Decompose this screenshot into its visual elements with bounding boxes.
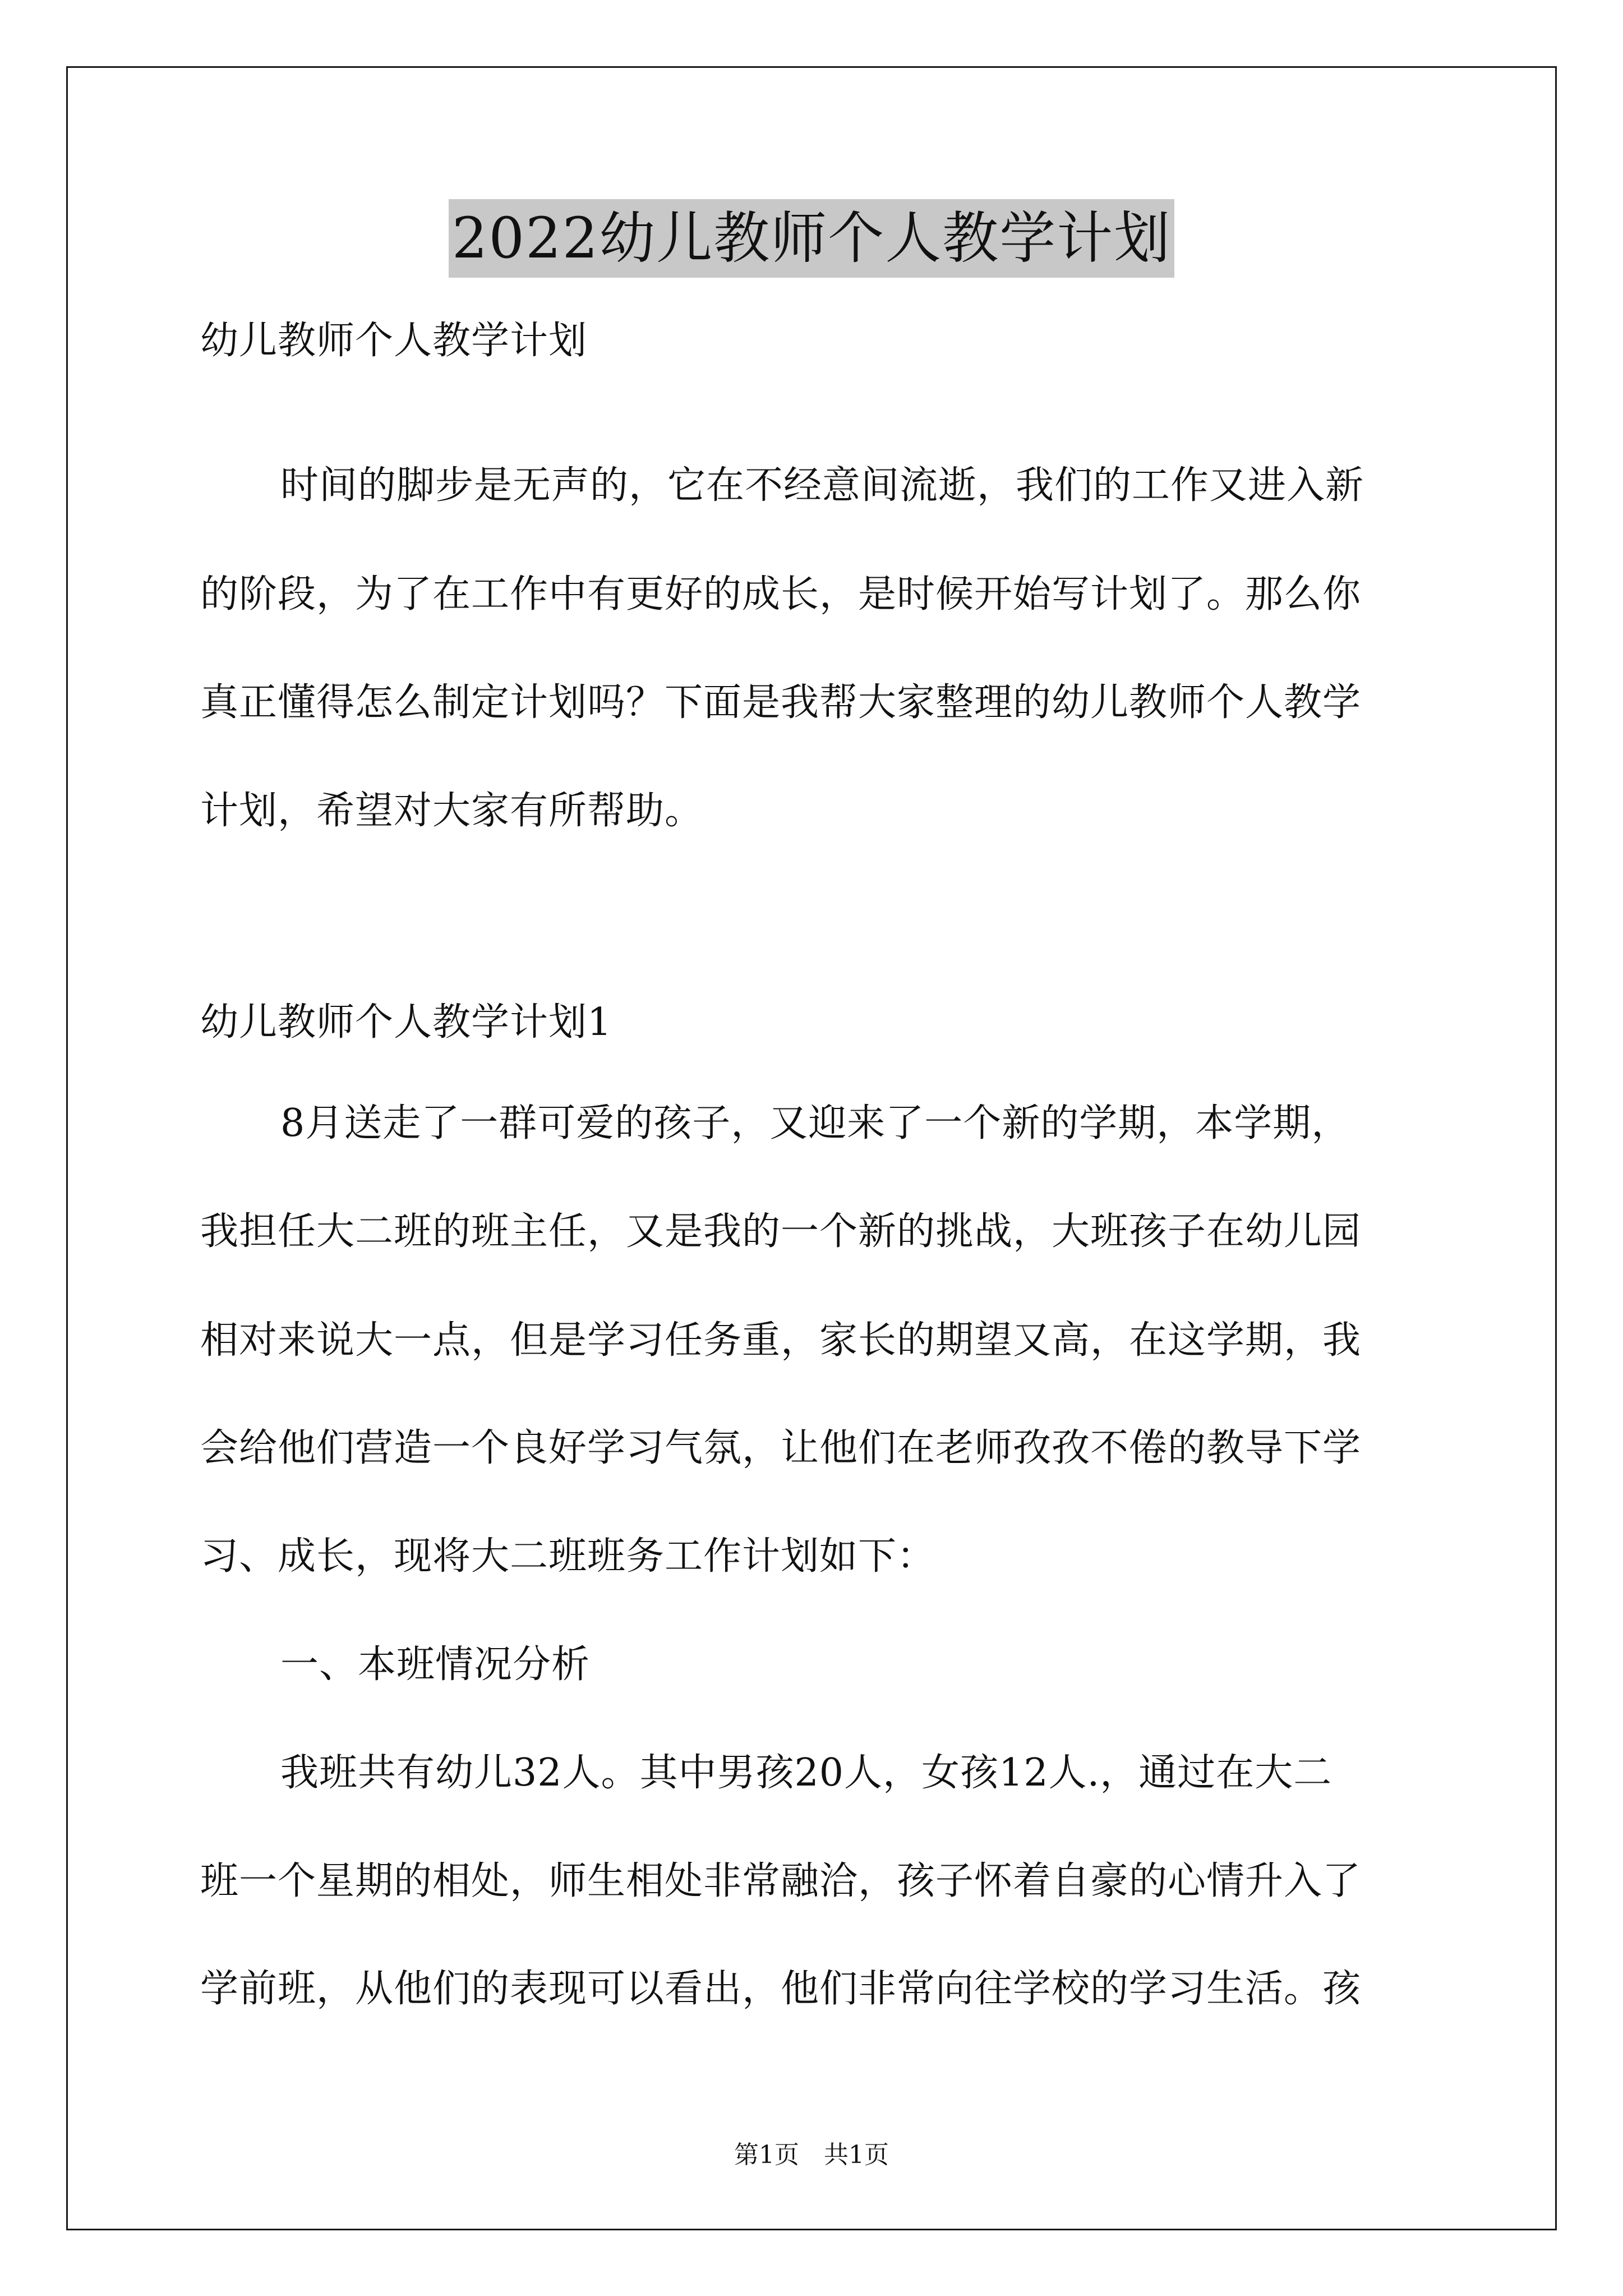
intro-line-1: 时间的脚步是无声的，它在不经意间流逝，我们的工作又进入新	[280, 463, 1364, 508]
page-total: 共1页	[824, 2141, 889, 2169]
section1-heading: 幼儿教师个人教学计划1	[200, 1000, 612, 1045]
title-container	[0, 199, 1623, 278]
part1-line-1: 我班共有幼儿32人。其中男孩20人，女孩12人.，通过在大二	[280, 1751, 1332, 1795]
section1-line-3: 相对来说大一点，但是学习任务重，家长的期望又高，在这学期，我	[200, 1318, 1362, 1363]
document-title: 2022幼儿教师个人教学计划	[449, 199, 1175, 278]
part1-line-2: 班一个星期的相处，师生相处非常融洽，孩子怀着自豪的心情升入了	[200, 1859, 1362, 1903]
part1-line-3: 学前班，从他们的表现可以看出，他们非常向往学校的学习生活。孩	[200, 1967, 1362, 2011]
intro-line-2: 的阶段，为了在工作中有更好的成长，是时候开始写计划了。那么你	[200, 572, 1362, 616]
document-subtitle: 幼儿教师个人教学计划	[200, 319, 588, 363]
part1-heading: 一、本班情况分析	[280, 1642, 591, 1687]
section1-line-1: 8月送走了一群可爱的孩子，又迎来了一个新的学期，本学期，	[280, 1101, 1350, 1145]
intro-line-4: 计划，希望对大家有所帮助。	[200, 789, 704, 833]
section1-line-2: 我担任大二班的班主任，又是我的一个新的挑战，大班孩子在幼儿园	[200, 1209, 1362, 1254]
section1-line-5: 习、成长，现将大二班班务工作计划如下：	[200, 1534, 936, 1579]
page-footer	[0, 2138, 1623, 2172]
page-number: 第1页	[734, 2141, 799, 2169]
intro-line-3: 真正懂得怎么制定计划吗？下面是我帮大家整理的幼儿教师个人教学	[200, 680, 1362, 725]
section1-line-4: 会给他们营造一个良好学习气氛，让他们在老师孜孜不倦的教导下学	[200, 1426, 1362, 1470]
